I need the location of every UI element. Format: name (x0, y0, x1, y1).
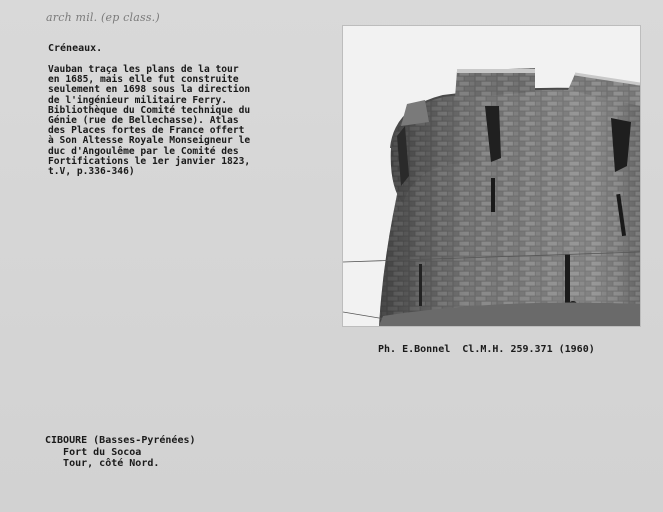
handwritten-note: arch mil. (ep class.) (46, 11, 160, 24)
photo-credit: Ph. E.Bonnel Cl.M.H. 259.371 (1960) (378, 344, 595, 355)
tower-illustration (343, 26, 640, 326)
card-description: Vauban traça les plans de la tour en 1685, mais elle fut construite seulement en 1698 sous la direction de l'ingénieur militaire Ferry. Bibliothèque du Comité technique du Génie (rue de Bellechasse). Atlas des Places fortes de France offert à Son Altesse Royale Monseigneur le duc d'Angoulême par le Comité des Fortifications le 1er janvier 1823, t.V, p.336-346) (48, 64, 251, 178)
card-title: Créneaux. (48, 43, 103, 54)
tower-photograph (343, 26, 640, 326)
location-site: Fort du Socoa (45, 446, 142, 458)
location-block (45, 435, 196, 470)
location-commune: CIBOURE (Basses-Pyrénées) (45, 435, 196, 446)
location-view: Tour, côté Nord. (45, 458, 160, 469)
